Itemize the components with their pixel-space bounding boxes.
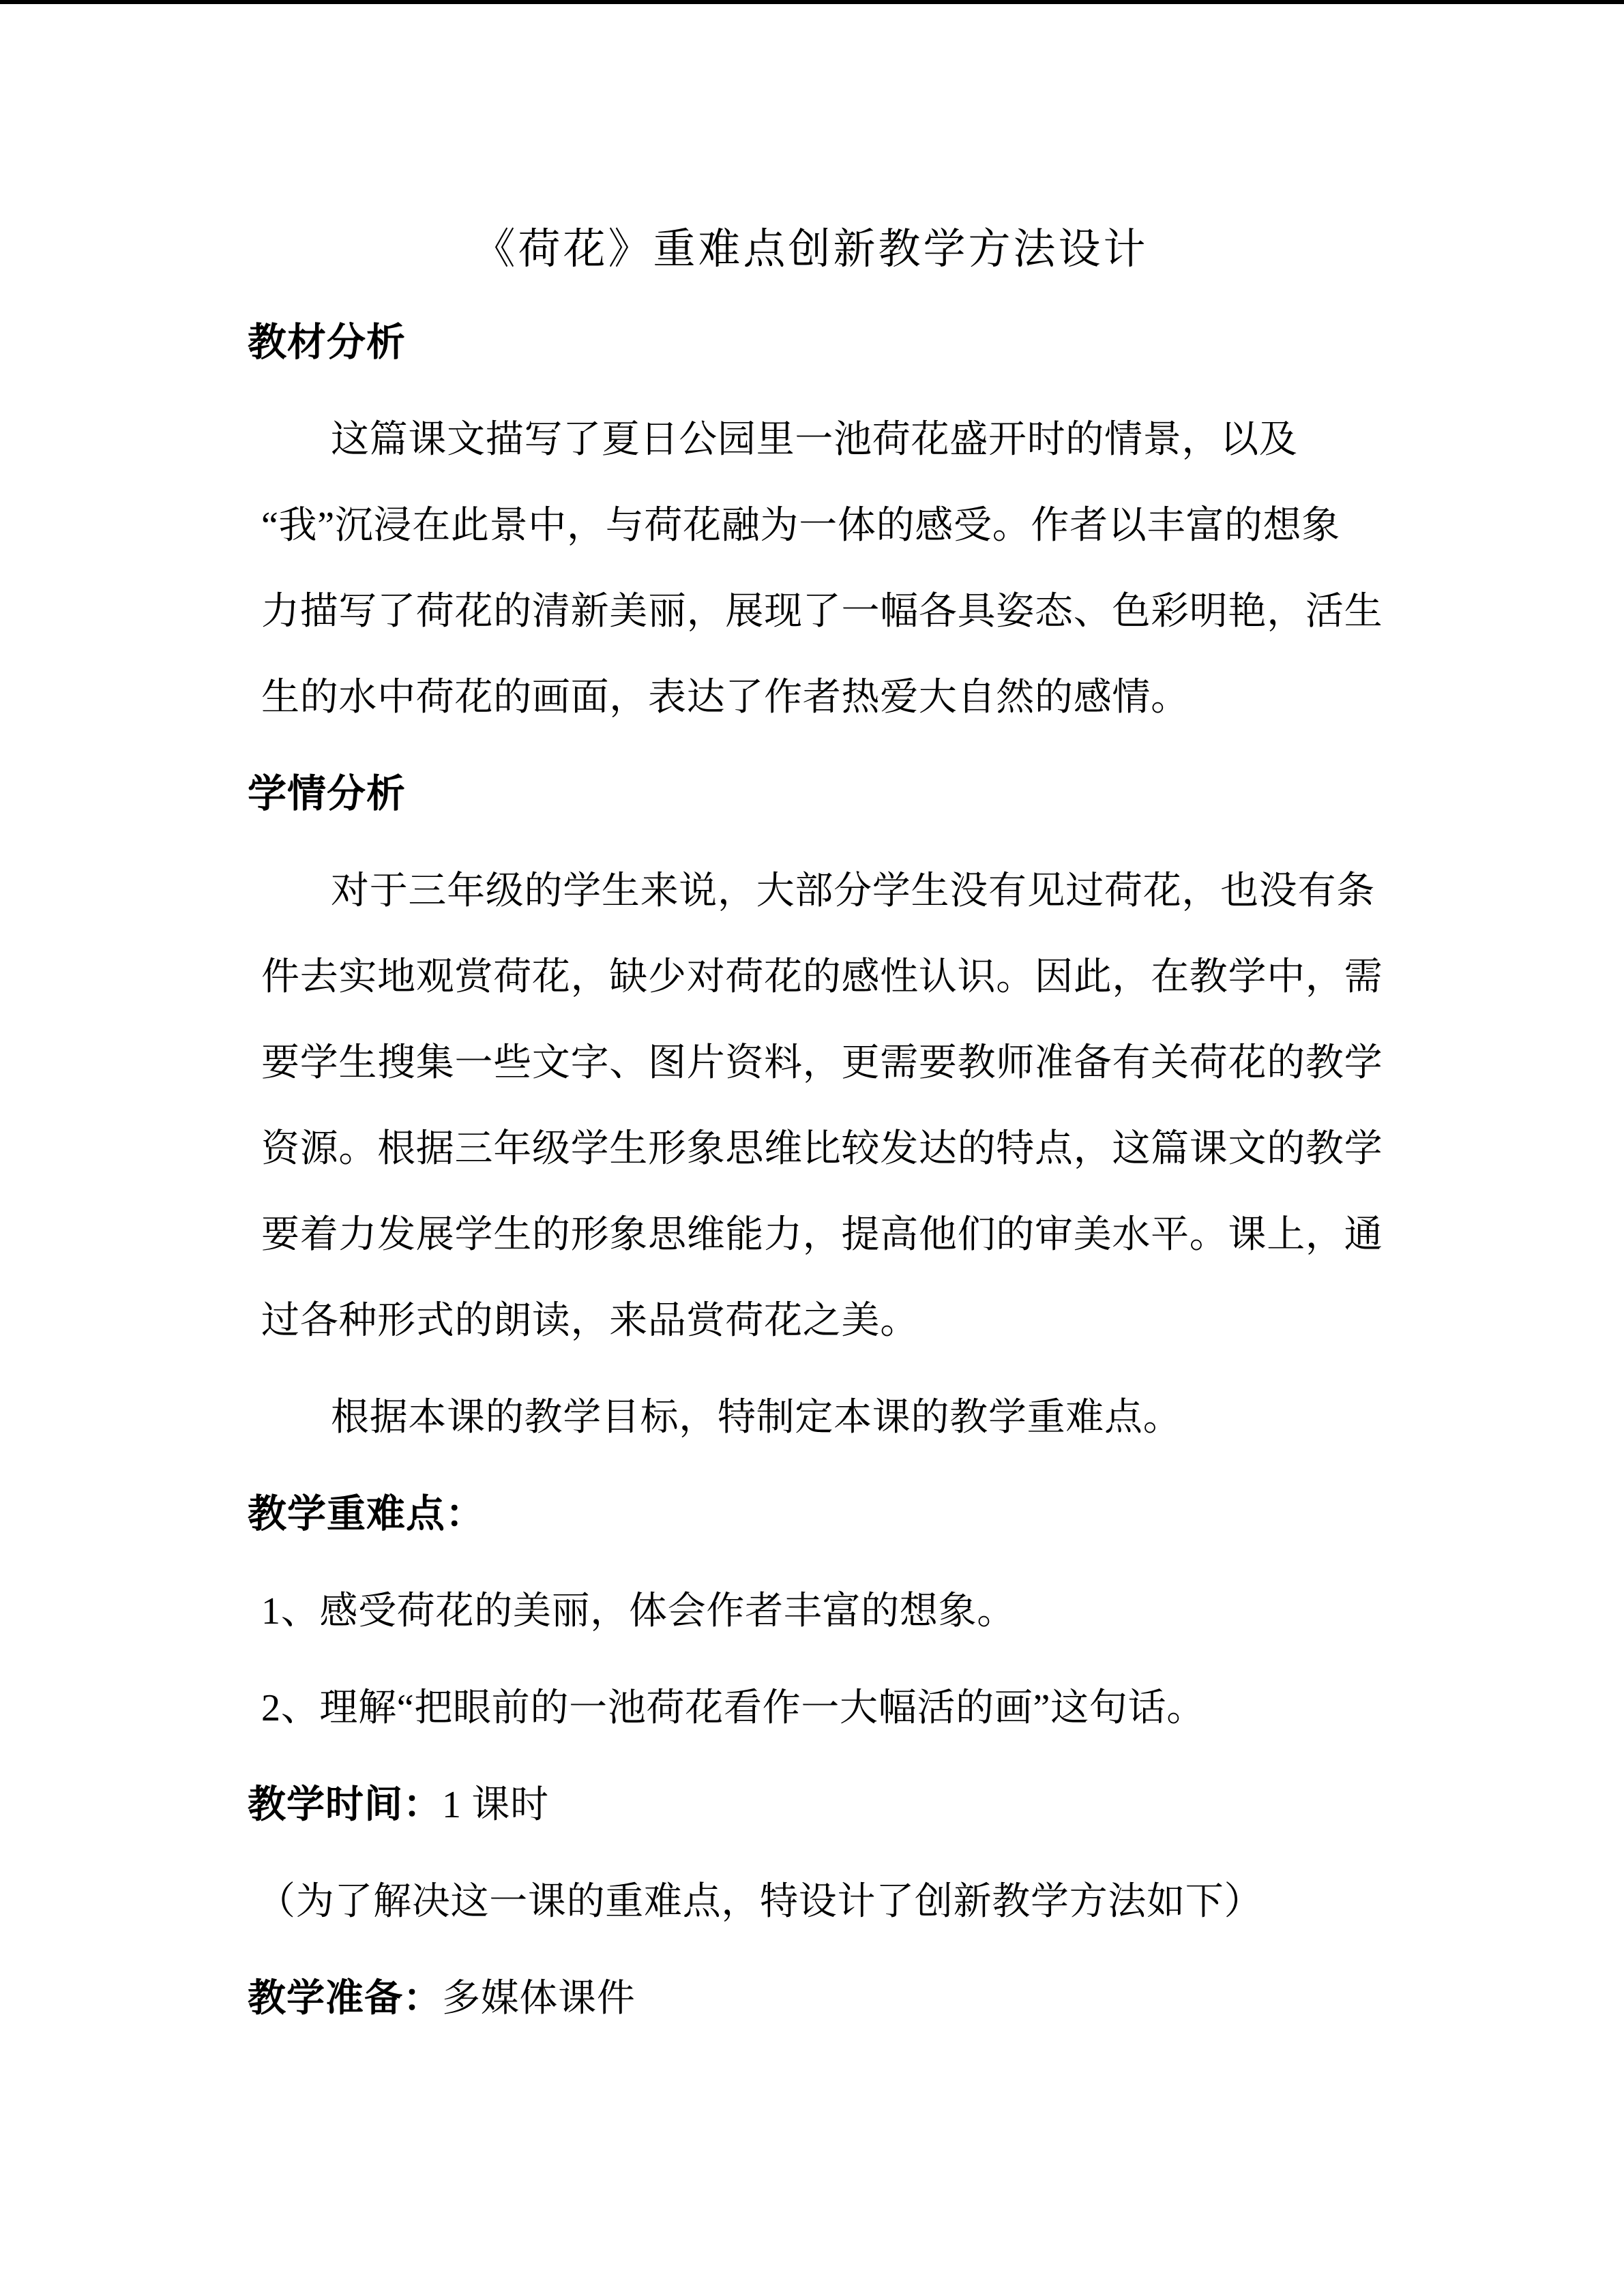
paragraph-line: 要着力发展学生的形象思维能力，提高他们的审美水平。课上，通 (261, 1214, 1383, 1256)
material-analysis-paragraph (261, 397, 1383, 741)
key-point-item-1: 1、感受荷花的美丽，体会作者丰富的想象。 (261, 1590, 1016, 1632)
paragraph-line: 件去实地观赏荷花，缺少对荷花的感性认识。因此，在教学中，需 (261, 956, 1383, 998)
paragraph-line: 要学生搜集一些文字、图片资料，更需要教师准备有关荷花的教学 (261, 1042, 1383, 1084)
paragraph-line: 生的水中荷花的画面，表达了作者热爱大自然的感情。 (261, 676, 1190, 719)
teaching-time-label: 教学时间： (248, 1784, 442, 1826)
teaching-prep-line (248, 1956, 1374, 2042)
paragraph-line: 这篇课文描写了夏日公园里一池荷花盛开时的情景，以及 (331, 419, 1298, 461)
paragraph-line: 资源。根据三年级学生形象思维比较发达的特点，这篇课文的教学 (261, 1128, 1383, 1170)
learning-analysis-paragraph (261, 848, 1383, 1364)
teaching-prep-value: 多媒体课件 (442, 1978, 636, 2020)
method-note-line: （为了解决这一课的重难点，特设计了创新教学方法如下） (257, 1881, 1263, 1923)
teaching-prep-label: 教学准备： (248, 1978, 442, 2020)
teaching-time-line (248, 1762, 1374, 1848)
heading-key-points: 教学重难点： (248, 1493, 485, 1536)
page-top-border (0, 0, 1624, 4)
heading-material-analysis: 教材分析 (248, 321, 406, 364)
document-title: 《荷花》重难点创新教学方法设计 (473, 226, 1149, 273)
teaching-time-value: 1 课时 (442, 1784, 549, 1826)
paragraph-line: “我”沉浸在此景中，与荷花融为一体的感受。作者以丰富的想象 (261, 505, 1341, 547)
paragraph-line: 对于三年级的学生来说，大部分学生没有见过荷花，也没有条 (331, 870, 1375, 912)
key-point-item-2: 2、理解“把眼前的一池荷花看作一大幅活的画”这句话。 (261, 1687, 1205, 1729)
paragraph-line: 过各种形式的朗读，来品赏荷花之美。 (261, 1300, 919, 1342)
heading-learning-analysis: 学情分析 (248, 773, 406, 816)
transition-line: 根据本课的教学目标，特制定本课的教学重难点。 (331, 1397, 1182, 1439)
paragraph-line: 力描写了荷花的清新美丽，展现了一幅各具姿态、色彩明艳，活生 (261, 591, 1383, 633)
